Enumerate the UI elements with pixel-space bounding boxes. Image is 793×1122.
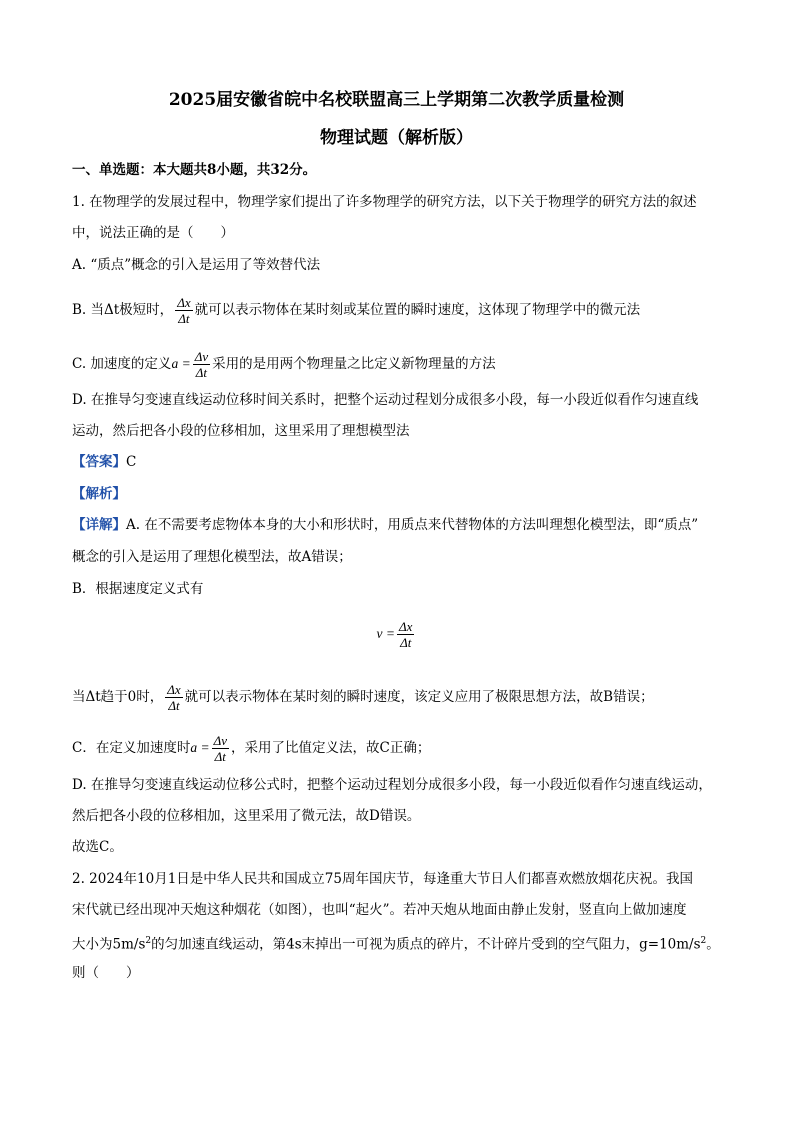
q2-line3-prefix: 大小为5m/s: [72, 936, 146, 953]
detail-c-suffix: ，采用了比值定义法，故C正确；: [231, 740, 431, 756]
fraction-numerator: Δv: [194, 349, 209, 364]
fraction-dv-dt: [212, 733, 229, 764]
document-title-line1: 2025届安徽省皖中名校联盟高三上学期第二次教学质量检测: [168, 90, 625, 110]
fraction-denominator: Δt: [178, 311, 190, 326]
q2-line2: 宋代就已经出现冲天炮这种烟花（如图），也叫“起火”。若冲天炮从地面由静止发射，竖直向上做加速度: [72, 902, 687, 918]
fraction-denominator: Δt: [168, 698, 180, 713]
detail-b-prefix: 当Δt趋于0时，: [72, 689, 164, 705]
q2-line4: 则（ ）: [72, 965, 140, 981]
q2-line3: [72, 931, 720, 955]
exponent: 2: [700, 936, 707, 946]
fraction-numerator: Δx: [167, 682, 181, 697]
q1-stem-line2: 中，说法正确的是（ ）: [72, 225, 234, 241]
q2-line3-middle: 的匀加速直线运动，第4s末掉出一可视为质点的碎片，不计碎片受到的空气阻力，g=10m/s: [151, 936, 701, 953]
document-title-line2: 物理试题（解析版）: [320, 128, 473, 148]
accel-symbol: a =: [171, 356, 191, 371]
q1-option-c-prefix: C. 加速度的定义: [72, 356, 172, 372]
detail-b-suffix: 就可以表示物体在某时刻的瞬时速度，该定义应用了极限思想方法，故B错误；: [184, 689, 654, 705]
analysis-label: 【解析】: [72, 486, 126, 502]
fraction-dx-dt: [397, 619, 414, 650]
q1-option-c-suffix: 采用的是用两个物理量之比定义新物理量的方法: [212, 356, 496, 372]
q1-option-a: A. “质点”概念的引入是运用了等效替代法: [72, 257, 321, 273]
answer-row: [72, 452, 136, 472]
velocity-definition-equation: [0, 616, 793, 652]
detail-b-intro: B．根据速度定义式有: [72, 581, 204, 597]
q1-conclusion: 故选C。: [72, 839, 123, 855]
detail-c: [72, 730, 430, 766]
q2-line1: 2. 2024年10月1日是中华人民共和国成立75周年国庆节，每逢重大节日人们都喜欢燃放烟花庆祝。我国: [72, 871, 693, 887]
q1-option-c: [72, 346, 496, 382]
detail-a-line1: [72, 515, 698, 535]
detail-a-text: A. 在不需要考虑物体本身的大小和形状时，用质点来代替物体的方法叫理想化模型法，即“质点”: [126, 517, 699, 533]
fraction-dv-dt: [193, 349, 210, 380]
q1-stem-line1: 1. 在物理学的发展过程中，物理学家们提出了许多物理学的研究方法，以下关于物理学的研究方法的叙述: [72, 194, 697, 210]
q1-option-b-prefix: B. 当Δt极短时，: [72, 302, 174, 318]
fraction-denominator: Δt: [400, 635, 412, 650]
section-heading: 一、单选题：本大题共8小题，共32分。: [72, 162, 317, 178]
answer-label: 【答案】: [72, 454, 126, 470]
fraction-numerator: Δx: [177, 295, 191, 310]
exponent: 2: [145, 936, 152, 946]
velocity-symbol: v =: [376, 626, 396, 641]
q1-option-b-suffix: 就可以表示物体在某时刻或某位置的瞬时速度，这体现了物理学中的微元法: [194, 302, 641, 318]
detail-b-conclusion: [72, 679, 654, 715]
fraction-numerator: Δx: [399, 619, 413, 634]
fraction-denominator: Δt: [195, 365, 208, 380]
detail-d-line1: D. 在推导匀变速直线运动位移公式时，把整个运动过程划分成很多小段，每一小段近似看作匀速直线运动，: [72, 777, 712, 793]
q1-option-b: [72, 292, 640, 328]
q2-line3-end: 。: [706, 936, 720, 953]
fraction-denominator: Δt: [214, 749, 226, 764]
fraction-dx-dt: [165, 682, 182, 713]
detail-label: 【详解】: [72, 517, 126, 533]
accel-symbol: a =: [190, 740, 210, 755]
detail-a-line2: 概念的引入是运用了理想化模型法，故A错误；: [72, 549, 352, 565]
q1-option-d-line2: 运动，然后把各小段的位移相加，这里采用了理想模型法: [72, 423, 410, 439]
q1-option-d-line1: D. 在推导匀变速直线运动位移时间关系时，把整个运动过程划分成很多小段，每一小段近似看作匀速直线: [72, 392, 699, 408]
answer-value: C: [126, 454, 137, 470]
fraction-numerator: Δv: [213, 733, 227, 748]
fraction-dx-dt: [175, 295, 192, 326]
detail-c-prefix: C．在定义加速度时: [72, 740, 191, 756]
detail-d-line2: 然后把各小段的位移相加，这里采用了微元法，故D错误。: [72, 808, 421, 824]
